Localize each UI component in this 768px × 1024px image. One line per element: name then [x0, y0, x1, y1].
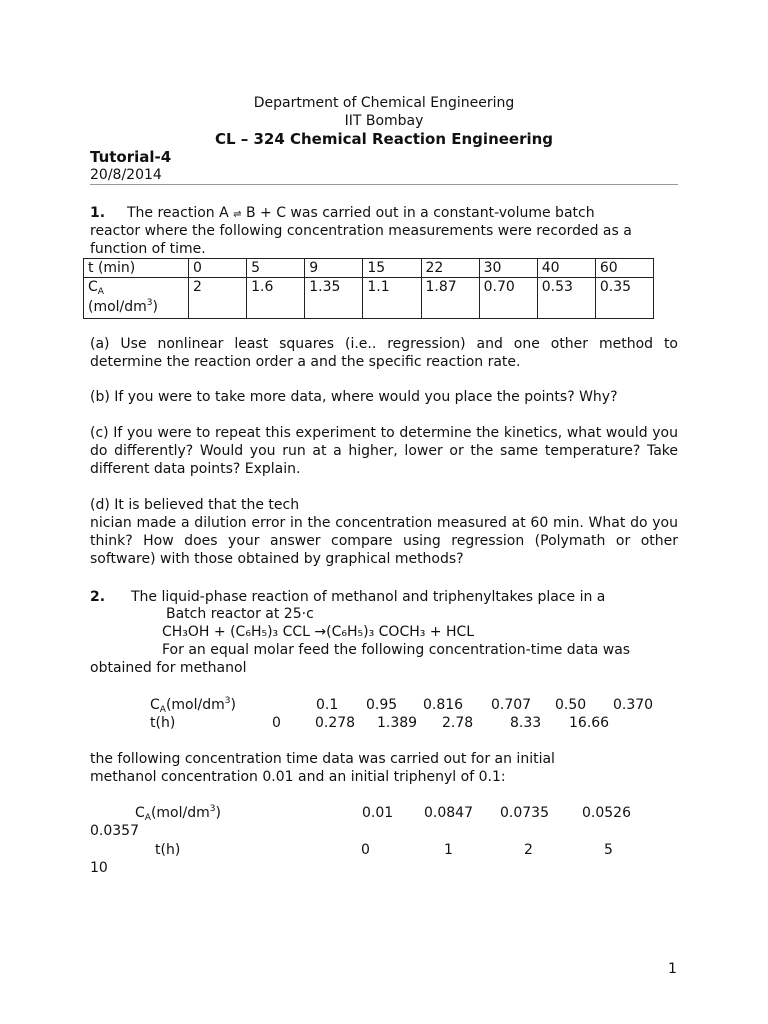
- data-value: 1: [444, 842, 453, 858]
- ca-unit-superscript: 3: [224, 696, 231, 706]
- ca-subscript: A: [144, 813, 151, 823]
- table-cell: 5: [247, 259, 305, 278]
- q2-line1: The liquid-phase reaction of methanol and triphenyltakes place in a: [131, 589, 606, 605]
- q2-line2: Batch reactor at 25·c: [166, 606, 314, 622]
- table-cell: 0.35: [595, 278, 653, 319]
- institute-name: IIT Bombay: [344, 113, 424, 129]
- data-value: 0.0357: [90, 823, 139, 839]
- data-value: 2: [524, 842, 533, 858]
- q1-part-b: (b) If you were to take more data, where would you place the points? Why?: [90, 389, 618, 405]
- table-cell: 60: [595, 259, 653, 278]
- data-value: 0.816: [423, 697, 464, 713]
- data-value: 1.389: [377, 715, 418, 731]
- table-cell: 0.53: [537, 278, 595, 319]
- ca-symbol: C: [88, 279, 98, 295]
- q1-line2: reactor where the following concentration measurements were recorded as a: [90, 223, 632, 239]
- data-value: 0.0847: [424, 805, 473, 821]
- table-cell: 1.6: [247, 278, 305, 319]
- table-row: [84, 259, 654, 278]
- tutorial-label: Tutorial-4: [90, 148, 172, 166]
- ca-unit: (mol/dm: [88, 299, 147, 315]
- ca-symbol: C: [135, 805, 145, 821]
- q2-data2-ca-label: [135, 804, 221, 824]
- data-value: 16.66: [569, 715, 610, 731]
- q1-line3: function of time.: [90, 241, 206, 257]
- data-value: 0: [361, 842, 370, 858]
- q1-data-table: [83, 258, 654, 319]
- data-value: 0.1: [316, 697, 339, 713]
- ca-unit-superscript: 3: [209, 804, 216, 814]
- table-cell: t (min): [84, 259, 189, 278]
- data-value: 2.78: [442, 715, 474, 731]
- data-value: 0.370: [613, 697, 654, 713]
- department-title: Department of Chemical Engineering: [253, 95, 515, 111]
- q1-intro-b: B + C was carried out in a constant-volume batch: [245, 205, 595, 221]
- data-value: 0.50: [555, 697, 587, 713]
- tutorial-date: 20/8/2014: [90, 167, 162, 183]
- ca-unit-close: ): [230, 697, 236, 713]
- table-cell: 2: [189, 278, 247, 319]
- data-value: 0.0526: [582, 805, 631, 821]
- data-value: 0.707: [491, 697, 532, 713]
- table-cell: 30: [479, 259, 537, 278]
- data-value: 0: [272, 715, 281, 731]
- equilibrium-arrow-icon: ⇌: [233, 209, 242, 220]
- q1-part-d-line2: nician made a dilution error in the concentration measured at 60 min. What do you think? How does your answer compare using regression (Polymath or other software) with those obtained by graphical methods?: [90, 515, 678, 567]
- data-value: 10: [90, 860, 108, 876]
- q1-part-a: (a) Use nonlinear least squares (i.e.. regression) and one other method to determine the reaction order a and the specific reaction rate.: [90, 336, 678, 370]
- data-value: 0.0735: [500, 805, 549, 821]
- table-cell: 1.35: [305, 278, 363, 319]
- table-row: [84, 278, 654, 319]
- ca-unit-close: ): [215, 805, 221, 821]
- ca-symbol: C: [150, 697, 160, 713]
- page-number: 1: [668, 961, 677, 977]
- q1-part-d-line1: (d) It is believed that the tech: [90, 497, 300, 513]
- table-cell: [84, 278, 189, 319]
- q1-line1: [127, 204, 595, 224]
- course-title: CL – 324 Chemical Reaction Engineering: [214, 130, 554, 148]
- ca-subscript: A: [159, 705, 166, 715]
- data-value: 0.278: [315, 715, 356, 731]
- q1-intro-a: The reaction A: [127, 205, 229, 221]
- table-cell: 0.70: [479, 278, 537, 319]
- ca-unit-superscript: 3: [146, 298, 153, 308]
- ca-unit: (mol/dm: [165, 697, 225, 713]
- table-cell: 0: [189, 259, 247, 278]
- q2-data2-t-label: t(h): [155, 842, 181, 858]
- data-value: 0.95: [366, 697, 398, 713]
- q1-part-c: (c) If you were to repeat this experiment to determine the kinetics, what would you do differently? Would you run at a higher, lower or the same temperature? Take different data points? Explain.: [90, 425, 678, 477]
- data-value: 5: [604, 842, 613, 858]
- q2-line7: methanol concentration 0.01 and an initial triphenyl of 0.1:: [90, 769, 506, 785]
- table-cell: 1.1: [363, 278, 421, 319]
- q2-line4: For an equal molar feed the following concentration-time data was: [162, 642, 631, 658]
- table-cell: 15: [363, 259, 421, 278]
- header-divider: [90, 184, 678, 185]
- ca-unit: (mol/dm: [150, 805, 210, 821]
- ca-subscript: A: [97, 287, 104, 297]
- table-cell: 1.87: [421, 278, 479, 319]
- q2-line6: the following concentration time data was carried out for an initial: [90, 751, 555, 767]
- q2-data1-ca-label: [150, 696, 236, 716]
- q2-line5: obtained for methanol: [90, 660, 247, 676]
- data-value: 0.01: [362, 805, 394, 821]
- ca-unit-close: ): [152, 299, 158, 315]
- q1-number: 1.: [90, 205, 106, 221]
- table-cell: 22: [421, 259, 479, 278]
- q2-number: 2.: [90, 589, 106, 605]
- table-cell: 9: [305, 259, 363, 278]
- q2-equation: CH₃OH + (C₆H₅)₃ CCL →(C₆H₅)₃ COCH₃ + HCL: [162, 624, 475, 640]
- data-value: 8.33: [510, 715, 542, 731]
- table-cell: 40: [537, 259, 595, 278]
- q2-data1-t-label: t(h): [150, 715, 176, 731]
